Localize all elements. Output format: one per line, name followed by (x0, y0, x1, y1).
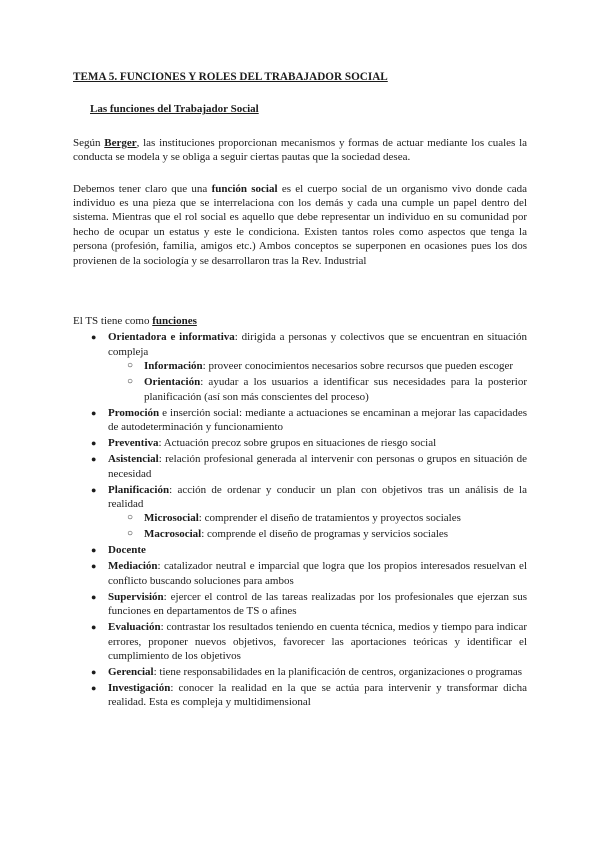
hollow-bullet-icon: ○ (127, 376, 134, 388)
function-description: : relación profesional generada al intervenir con personas o grupos en situación de necesidad (108, 453, 527, 480)
subfunction-description: : proveer conocimientos necesarios sobre recursos que pueden escoger (202, 360, 513, 373)
bullet-icon: ● (91, 454, 97, 465)
function-item (91, 483, 527, 542)
function-item (91, 559, 527, 588)
bullet-icon: ● (91, 591, 97, 602)
hollow-bullet-icon: ○ (127, 528, 134, 540)
function-description: e inserción social: mediante a actuaciones se encaminan a mejorar las capacidades de autodeterminación y funcionamiento (108, 406, 527, 434)
intro-prefix: El TS tiene como (73, 315, 153, 328)
function-description: : Actuación precoz sobre grupos en situaciones de riesgo social (158, 437, 437, 450)
function-item (91, 452, 527, 481)
subfunction-term: Información (144, 360, 203, 373)
function-description: : contrastar los resultados teniendo en cuenta técnica, medios y tiempo para indicar errores, proponer nuevos objetivos, favorecer las aportaciones teóricas y identificar el cumplimiento de los objetivos (108, 621, 527, 662)
functions-intro (73, 314, 527, 328)
subfunctions-list (108, 511, 527, 541)
bullet-icon: ● (91, 332, 97, 343)
function-description: : ejercer el control de las tareas realizadas por los profesionales que ejerzan sus funciones en departamentos de TS o afines (108, 590, 527, 618)
functions-list (73, 330, 527, 709)
subfunction-item (127, 359, 527, 373)
function-term: Asistencial (108, 453, 159, 466)
function-description: : catalizador neutral e imparcial que logra que los propios interesados resuelvan el conflicto buscando soluciones para ambos (108, 560, 527, 587)
function-description: : acción de ordenar y conducir un plan con objetivos tras un análisis de la realidad (108, 483, 527, 510)
bullet-icon: ● (91, 438, 97, 449)
hollow-bullet-icon: ○ (127, 512, 134, 524)
function-item (91, 665, 527, 679)
subfunction-description: : comprende el diseño de programas y servicios sociales (201, 528, 449, 541)
subfunction-term: Macrosocial (144, 528, 202, 541)
bullet-icon: ● (91, 484, 97, 495)
bullet-icon: ● (91, 407, 97, 418)
function-term: Gerencial (108, 665, 154, 678)
function-description: : dirigida a personas y colectivos que se encuentran en situación compleja (108, 331, 527, 358)
paragraph-funcion-social (73, 182, 527, 268)
function-item (91, 620, 527, 663)
function-item (91, 681, 527, 710)
subfunction-description: : ayudar a los usuarios a identificar sus necesidades para la posterior planificación (así son más conscientes del proceso) (144, 376, 527, 403)
function-item (91, 406, 527, 435)
bullet-icon: ● (91, 561, 97, 572)
function-item (91, 436, 527, 450)
subfunction-term: Microsocial (144, 512, 199, 525)
subfunctions-list (108, 359, 527, 404)
function-term: Evaluación (108, 621, 161, 634)
document-title: TEMA 5. FUNCIONES Y ROLES DEL TRABAJADOR SOCIAL (73, 71, 388, 83)
paragraph-text: , las instituciones proporcionan mecanismos y formas de actuar mediante los cuales la conducta se modela y se obliga a seguir ciertas pautas que la sociedad desea. (73, 136, 528, 164)
functions-keyword: funciones (152, 315, 197, 328)
paragraph-prefix: Debemos tener claro que una (73, 182, 212, 195)
term-funcion-social: función social (211, 182, 278, 195)
paragraph-prefix: Según (73, 136, 105, 149)
subfunction-item (127, 511, 527, 525)
bullet-icon: ● (91, 622, 97, 633)
function-description: : conocer la realidad en la que se actúa para intervenir y transformar dicha realidad. Esta es compleja y multidimensional (108, 681, 527, 709)
subfunction-term: Orientación (144, 376, 201, 389)
section-subtitle: Las funciones del Trabajador Social (90, 103, 259, 116)
subfunction-item (127, 375, 527, 404)
paragraph-text: es el cuerpo social de un organismo vivo donde cada individuo es una pieza que se interrelaciona con los demás y cada una cumple un papel dentro del sistema. Mientras que el rol social es aquello que debe representar un individuo en su comunidad por hecho de ocupar un estatus y este le condiciona. Existen tantos roles como aspectos que tenga la persona (profesión, familia, amigos etc.) Ambos conceptos se superponen en ocasiones pues los dos provienen de la sociología y se desarrollaron tras la Rev. Industrial (73, 182, 528, 267)
hollow-bullet-icon: ○ (127, 360, 134, 372)
function-item (91, 543, 527, 557)
paragraph-berger (73, 136, 527, 165)
bullet-icon: ● (91, 545, 97, 556)
author-name: Berger (104, 136, 137, 149)
function-term: Orientadora e informativa (108, 331, 235, 344)
function-term: Preventiva (108, 437, 159, 450)
function-term: Docente (108, 544, 146, 557)
function-term: Planificación (108, 483, 170, 496)
function-item (91, 590, 527, 619)
function-term: Investigación (108, 681, 171, 694)
function-term: Mediación (108, 560, 158, 573)
subfunction-item (127, 527, 527, 541)
bullet-icon: ● (91, 666, 97, 677)
function-description: : tiene responsabilidades en la planificación de centros, organizaciones o programas (153, 665, 523, 678)
function-term: Promoción (108, 406, 160, 419)
subfunction-description: : comprender el diseño de tratamientos y proyectos sociales (198, 512, 461, 525)
function-term: Supervisión (108, 590, 164, 603)
function-item (91, 330, 527, 404)
bullet-icon: ● (91, 682, 97, 693)
